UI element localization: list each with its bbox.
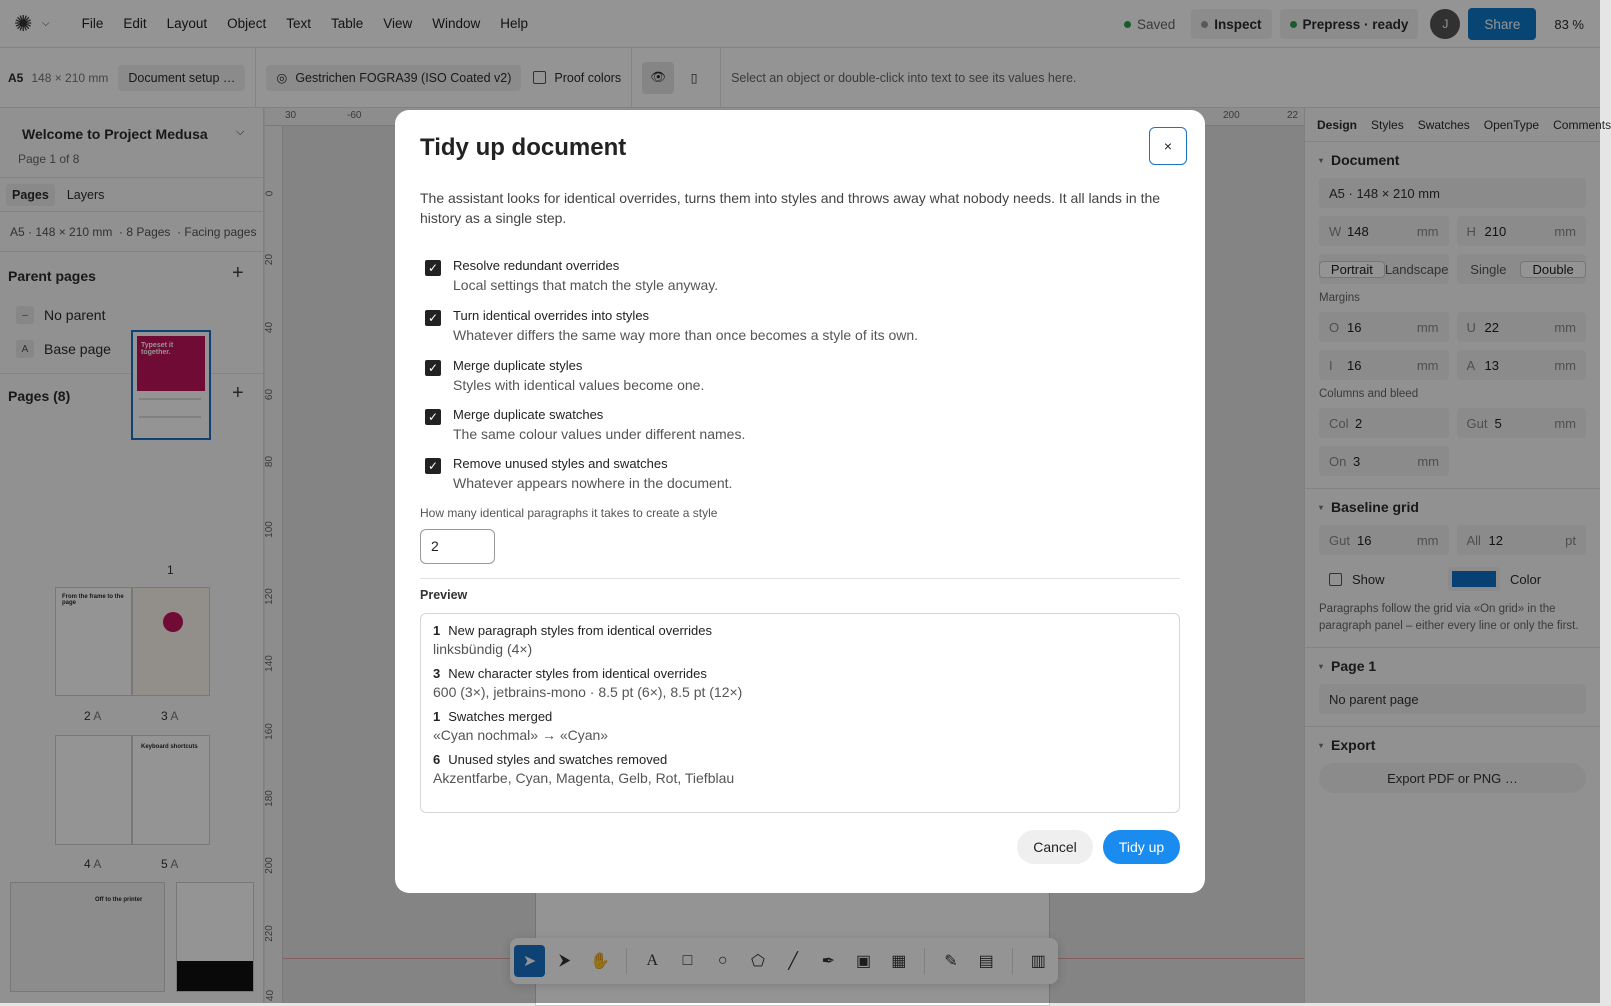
thumb-cover: Typeset it together. [137, 336, 205, 391]
menu-table[interactable]: Table [330, 15, 364, 31]
selection-hint: Select an object or double-click into text to see its values here. [731, 70, 1077, 85]
preview-count: 3 [433, 666, 441, 681]
tidy-up-dialog [395, 110, 1205, 893]
preview-item [433, 708, 1167, 745]
show-grid-label: Show [1352, 571, 1385, 587]
preview-box [420, 613, 1180, 813]
preview-label: Preview [420, 588, 468, 602]
close-icon[interactable]: × [1149, 127, 1187, 165]
menu-layout[interactable]: Layout [166, 15, 208, 31]
tab-pages[interactable]: Pages [6, 184, 55, 206]
ruler-tick: 180 [263, 790, 275, 807]
field-value: 16 [1347, 357, 1362, 373]
zoom-level[interactable]: 83 % [1554, 16, 1584, 32]
option-title: Remove unused styles and swatches [453, 456, 668, 471]
field-unit: mm [1416, 357, 1439, 373]
field-value: 210 [1484, 223, 1507, 239]
page-num: 2 [84, 709, 91, 723]
checkbox-checked-icon[interactable]: ✓ [425, 458, 441, 474]
field-value: 2 [1355, 415, 1363, 431]
dialog-divider [420, 578, 1180, 579]
ruler-tick: 200 [1223, 110, 1240, 121]
checkbox-checked-icon[interactable]: ✓ [425, 310, 441, 326]
margins-label: Margins [1319, 292, 1360, 304]
export-button[interactable]: Export PDF or PNG … [1319, 763, 1586, 793]
select-tool-icon[interactable]: ➤ [514, 945, 545, 977]
page-parent: A [170, 857, 179, 871]
preview-count: 1 [433, 709, 441, 724]
collapse-icon: ▾ [1319, 155, 1324, 165]
ruler-tick: 40 [265, 989, 277, 1002]
page-num: 3 [161, 709, 168, 723]
option-merge-styles[interactable] [425, 357, 704, 396]
prepress-label: Prepress · ready [1302, 16, 1409, 32]
threshold-input[interactable]: 2 [420, 529, 495, 564]
preview-count: 1 [433, 623, 441, 638]
line-tool-icon[interactable]: ╱ [788, 953, 798, 970]
ruler-tick: 20 [264, 253, 276, 266]
field-unit: mm [1417, 453, 1439, 469]
field-key: Gut [1329, 532, 1350, 548]
pen-tool-icon[interactable]: ✒ [821, 953, 836, 970]
parent-label: Base page [44, 341, 111, 357]
rectangle-tool-icon[interactable]: □ [682, 952, 693, 969]
preview-title: Unused styles and swatches removed [448, 752, 668, 767]
tidy-up-button[interactable]: Tidy up [1103, 830, 1180, 864]
field-value: 22 [1484, 319, 1499, 335]
field-key: W [1329, 223, 1342, 239]
double-toggle[interactable]: Double [1520, 261, 1586, 278]
grid-color-label: Color [1510, 571, 1542, 587]
field-value: 16 [1347, 319, 1362, 335]
field-key: Col [1329, 415, 1349, 431]
parent-label: No parent [44, 307, 106, 323]
hand-tool-icon[interactable]: ✋ [590, 953, 610, 970]
option-overrides-to-styles[interactable] [425, 307, 918, 346]
color-profile-label: Gestrichen FOGRA39 (ISO Coated v2) [295, 70, 512, 85]
field-key: Gut [1466, 415, 1488, 431]
page-count: Page 1 of 8 [18, 152, 80, 166]
threshold-label: How many identical paragraphs it takes to create a style [420, 506, 718, 520]
portrait-toggle[interactable]: Portrait [1319, 261, 1385, 278]
ruler-tick: 60 [264, 388, 276, 401]
preview-value: linksbündig (4×) [433, 641, 533, 657]
tab-opentype[interactable]: OpenType [1483, 117, 1540, 132]
field-unit: mm [1416, 319, 1439, 335]
option-subtitle: Styles with identical values become one. [453, 377, 705, 393]
preview-value: «Cyan nochmal» → «Cyan» [433, 727, 609, 743]
preview-head [433, 708, 1167, 726]
field-value: 12 [1488, 532, 1503, 548]
preview-head [433, 751, 1167, 769]
field-key: H [1466, 223, 1476, 239]
page-parent-select[interactable]: No parent page [1319, 684, 1586, 714]
page-num: 5 [161, 857, 168, 871]
menu-object[interactable]: Object [227, 15, 267, 31]
page-parent: A [93, 709, 102, 723]
preview-title: New paragraph styles from identical overrides [448, 623, 712, 638]
dialog-title: Tidy up document [420, 134, 627, 161]
checkbox-checked-icon[interactable]: ✓ [425, 260, 441, 276]
thumb-text: From the frame to the page [62, 594, 124, 606]
ruler-tick: 140 [263, 655, 275, 672]
tab-styles[interactable]: Styles [1371, 117, 1404, 132]
palette-icon: ◎ [276, 71, 288, 85]
menu-help[interactable]: Help [500, 15, 529, 31]
preview-value: 600 (3×), jetbrains-mono · 8.5 pt (6×), 8.5 pt (12×) [433, 684, 743, 700]
pencil-tool-icon[interactable]: ✎ [944, 953, 958, 970]
table-tool-icon[interactable]: ▦ [891, 953, 907, 970]
direct-select-tool-icon[interactable]: ⮞ [559, 952, 571, 969]
parent-badge: A [16, 340, 34, 358]
document-meta: A5 · 148 × 210 mm · 8 Pages · Facing pages [0, 212, 263, 252]
field-key: On [1329, 453, 1347, 469]
checkbox-checked-icon[interactable]: ✓ [425, 360, 441, 376]
document-setup-button[interactable]: Document setup … [118, 65, 245, 91]
dialog-description: The assistant looks for identical overrides, turns them into styles and throws away what nobody needs. It all lands in the history as a single step. [420, 190, 1161, 226]
cancel-button[interactable]: Cancel [1017, 830, 1093, 864]
ruler-tick: 200 [263, 857, 275, 874]
page-size-value: 148 × 210 mm [31, 70, 109, 85]
ruler-tick: 40 [264, 321, 276, 334]
option-title: Resolve redundant overrides [453, 258, 620, 273]
ruler-tick: 0 [264, 190, 276, 197]
option-remove-unused[interactable] [425, 455, 732, 494]
field-key: O [1329, 319, 1340, 335]
preview-item [433, 665, 1167, 702]
document-title[interactable]: Welcome to Project Medusa [22, 126, 208, 142]
ruler-tick: 220 [263, 925, 275, 942]
avatar[interactable]: J [1430, 9, 1460, 39]
section-label: Page 1 [1331, 658, 1377, 674]
option-subtitle: Whatever differs the same way more than once becomes a style of its own. [453, 327, 919, 343]
menu-file[interactable]: File [81, 15, 104, 31]
app-logo-icon[interactable]: ✺ [14, 10, 33, 36]
menu-view[interactable]: View [383, 15, 413, 31]
preview-value: Akzentfarbe, Cyan, Magenta, Gelb, Rot, Tiefblau [433, 770, 735, 786]
format-field[interactable]: A5 · 148 × 210 mm [1319, 178, 1586, 208]
ellipse-tool-icon[interactable]: ○ [717, 952, 728, 969]
tab-comments[interactable]: Comments [1553, 117, 1611, 132]
page-icon[interactable]: ▯ [690, 71, 698, 85]
option-title: Merge duplicate styles [453, 358, 583, 373]
preview-item [433, 751, 1167, 788]
option-subtitle: Whatever appears nowhere in the document. [453, 475, 733, 491]
pages-title: Pages (8) [8, 388, 71, 404]
landscape-toggle[interactable]: Landscape [1384, 261, 1449, 277]
field-key: I [1329, 357, 1333, 373]
option-title: Merge duplicate swatches [453, 407, 604, 422]
collapse-icon: ▾ [1319, 502, 1324, 512]
field-value: 13 [1484, 357, 1499, 373]
page-number-1: 1 [167, 563, 174, 577]
field-key: U [1466, 319, 1476, 335]
section-label: Export [1331, 737, 1376, 753]
inspect-label: Inspect [1214, 16, 1262, 32]
field-value: 5 [1494, 415, 1502, 431]
preview-head [433, 622, 1167, 640]
page-size-label: A5 [8, 70, 24, 85]
tab-layers[interactable]: Layers [66, 187, 105, 202]
menu-edit[interactable]: Edit [123, 15, 147, 31]
collapse-icon: ▾ [1319, 661, 1324, 671]
proof-colors-label: Proof colors [554, 70, 622, 85]
chevron-down-icon[interactable]: ⌵ [42, 18, 50, 29]
option-resolve-overrides[interactable] [425, 257, 718, 296]
option-subtitle: Local settings that match the style anyway. [453, 277, 719, 293]
baseline-note: Paragraphs follow the grid via «On grid» in the paragraph panel – either every line or only the first. [1319, 603, 1579, 632]
ruler-tick: 100 [263, 521, 275, 538]
field-unit: mm [1554, 415, 1576, 431]
ruler-tick: 30 [285, 110, 297, 121]
image-tool-icon[interactable]: ▣ [855, 953, 872, 970]
thumb-text: Keyboard shortcuts [141, 744, 198, 750]
field-value: 148 [1347, 223, 1369, 239]
field-unit: mm [1554, 357, 1576, 373]
ruler-tick: -60 [347, 110, 362, 121]
share-button[interactable]: Share [1468, 8, 1536, 40]
page-num: 4 [84, 857, 91, 871]
field-value: 16 [1357, 532, 1372, 548]
checkbox-checked-icon[interactable]: ✓ [425, 409, 441, 425]
field-key: All [1466, 532, 1481, 548]
field-unit: mm [1416, 223, 1439, 239]
preview-head [433, 665, 1167, 683]
field-unit: pt [1565, 532, 1576, 548]
collapse-icon: ▾ [1319, 740, 1324, 750]
section-label: Baseline grid [1331, 499, 1419, 515]
preview-item [433, 622, 1167, 659]
tab-design[interactable]: Design [1317, 117, 1358, 132]
text-tool-icon[interactable]: A [646, 952, 659, 969]
option-subtitle: The same colour values under different names. [453, 426, 746, 442]
parent-badge: – [16, 306, 34, 324]
ruler-tick: 120 [263, 588, 275, 605]
tab-swatches[interactable]: Swatches [1417, 117, 1470, 132]
menu-window[interactable]: Window [432, 15, 481, 31]
add-parent-page-icon[interactable]: + [232, 262, 244, 284]
polygon-tool-icon[interactable]: ⬠ [750, 953, 765, 970]
field-unit: mm [1554, 223, 1576, 239]
page-parent: A [93, 857, 102, 871]
ruler-tick: 22 [1287, 110, 1299, 121]
preview-title: Swatches merged [448, 709, 553, 724]
section-label: Document [1331, 152, 1400, 168]
page-parent: A [170, 709, 179, 723]
preview-title: New character styles from identical overrides [448, 666, 707, 681]
preview-eye-icon[interactable]: 👁 [642, 62, 674, 94]
parent-pages-title: Parent pages [8, 268, 96, 284]
field-unit: mm [1416, 532, 1439, 548]
saved-label: Saved [1136, 16, 1176, 32]
option-title: Turn identical overrides into styles [453, 308, 650, 323]
chevron-down-icon[interactable]: ⌵ [236, 126, 245, 138]
comment-tool-icon[interactable]: ▤ [978, 953, 994, 970]
single-toggle[interactable]: Single [1470, 261, 1507, 277]
frame-tool-icon[interactable]: ▥ [1030, 953, 1046, 970]
columns-label: Columns and bleed [1319, 388, 1419, 400]
ruler-tick: 160 [263, 723, 275, 740]
thumb-text: Off to the printer [95, 897, 143, 903]
field-unit: mm [1554, 319, 1576, 335]
field-key: A [1466, 357, 1476, 373]
ruler-tick: 80 [264, 455, 276, 468]
add-page-icon[interactable]: + [232, 382, 244, 404]
preview-count: 6 [433, 752, 441, 767]
menu-text[interactable]: Text [286, 15, 311, 31]
field-value: 3 [1353, 453, 1361, 469]
option-merge-swatches[interactable] [425, 406, 745, 445]
